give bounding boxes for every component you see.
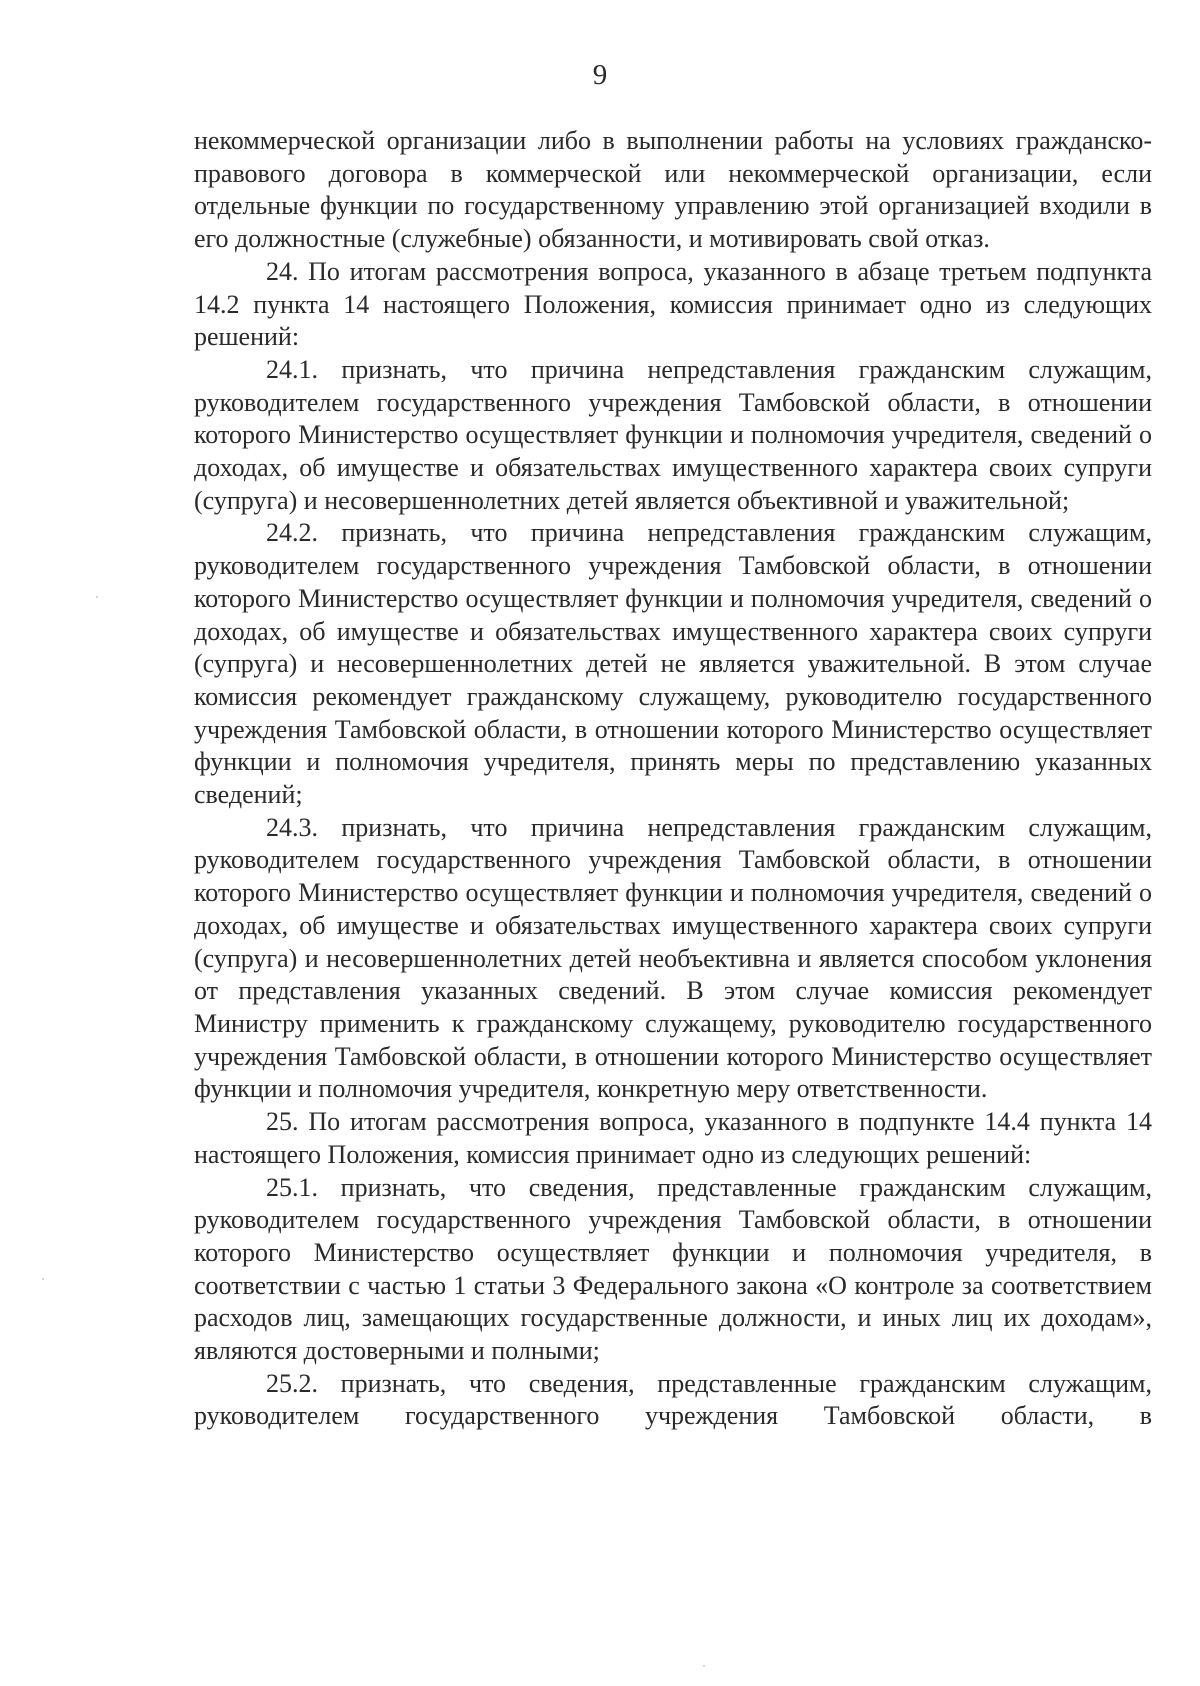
page-number: 9 bbox=[592, 59, 608, 91]
paragraph-24: 24. По итогам рассмотрения вопроса, указанного в абзаце третьем подпункта 14.2 пункта 14 настоящего Положения, комиссия принимает одно из следующих решений: bbox=[194, 256, 1152, 352]
paragraph-24-2: 24.2. признать, что причина непредставления гражданским служащим, руководителем государственного учреждения Тамбовской области, в отношении которого Министерство осуществляет функции и полномочия учредителя, сведений о доходах, об имуществе и обязательствах имущественного характера своих супруги (супруга) и несовершеннолетних детей не является уважительной. В этом случае комиссия рекомендует гражданскому служащему, руководителю государственного учреждения Тамбовской области, в отношении которого Министерство осуществляет функции и полномочия учредителя, принять меры по представлению указанных сведений; bbox=[194, 518, 1152, 810]
document-body bbox=[194, 125, 1152, 1433]
paragraph-25-2: 25.2. признать, что сведения, представленные гражданским служащим, руководителем государственного учреждения Тамбовской области, в bbox=[194, 1368, 1152, 1431]
scan-speck bbox=[703, 1665, 705, 1667]
paragraph-continuation: некоммерческой организации либо в выполнении работы на условиях гражданско-правового договора в коммерческой или некоммерческой организации, если отдельные функции по государственному управлению этой организацией входили в его должностные (служебные) обязанности, и мотивировать свой отказ. bbox=[194, 126, 1152, 254]
scan-speck bbox=[96, 596, 98, 598]
paragraph-25: 25. По итогам рассмотрения вопроса, указанного в подпункте 14.4 пункта 14 настоящего Положения, комиссия принимает одно из следующих решений: bbox=[194, 1107, 1152, 1169]
scan-speck bbox=[42, 1278, 44, 1280]
paragraph-24-3: 24.3. признать, что причина непредставления гражданским служащим, руководителем государственного учреждения Тамбовской области, в отношении которого Министерство осуществляет функции и полномочия учредителя, сведений о доходах, об имуществе и обязательствах имущественного характера своих супруги (супруга) и несовершеннолетних детей необъективна и является способом уклонения от представления указанных сведений. В этом случае комиссия рекомендует Министру применить к гражданскому служащему, руководителю государственного учреждения Тамбовской области, в отношении которого Министерство осуществляет функции и полномочия учредителя, конкретную меру ответственности. bbox=[194, 812, 1152, 1104]
paragraph-25-1: 25.1. признать, что сведения, представленные гражданским служащим, руководителем государственного учреждения Тамбовской области, в отношении которого Министерство осуществляет функции и полномочия учредителя, в соответствии с частью 1 статьи 3 Федерального закона «О контроле за соответствием расходов лиц, замещающих государственные должности, и иных лиц их доходам», являются достоверными и полными; bbox=[194, 1172, 1152, 1366]
paragraph-24-1: 24.1. признать, что причина непредставления гражданским служащим, руководителем государственного учреждения Тамбовской области, в отношении которого Министерство осуществляет функции и полномочия учредителя, сведений о доходах, об имуществе и обязательствах имущественного характера своих супруги (супруга) и несовершеннолетних детей является объективной и уважительной; bbox=[194, 354, 1152, 515]
